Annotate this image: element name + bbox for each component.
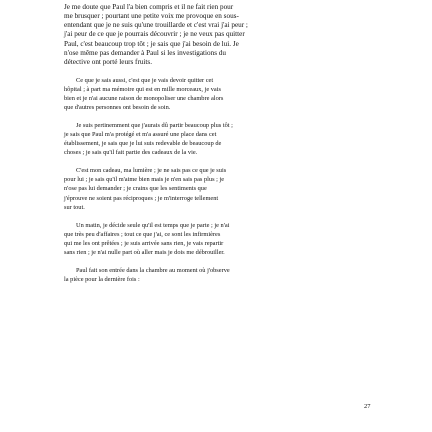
paragraph-1: Je me doute que Paul l'a bien compris et il ne fait rien pour me brusquer ; pourtant une petite voix me provoque en sous- entendant que je ne suis qu'une trouillarde et c'est vrai j'ai peur ; j'ai peur de ce que je pourrais découvrir ; je ne veux pas quitter Paul, c'est beaucoup trop tôt ; je sais que j'ai besoin de lui. Je n'ose même pas demander à Paul si les investigations du détective ont porté leurs fruits. bbox=[64, 3, 248, 66]
paragraph-6: Paul fait son entrée dans la chambre au moment où j'observe la pièce pour la dernière fois : bbox=[64, 266, 230, 283]
page-number: 27 bbox=[364, 403, 371, 410]
paragraph-4: C'est mon cadeau, ma lumière ; je ne sais pas ce que je suis pour lui ; je sais qu'il m'aime bien mais je n'en sais pas plus ; je n'ose pas lui demander ; je crains que les sentiments que j'éprouve ne soient pas réciproques ; je m'interroge tellement sur tout. bbox=[64, 167, 227, 211]
paragraph-2: Ce que je sais aussi, c'est que je vais devoir quitter cet hôpital ; à part ma mémoire qui est en mille morceaux, je vais bien et je n'ai aucune raison de monopoliser une chambre alors que d'autres personnes ont besoin de soin. bbox=[64, 76, 224, 112]
paragraph-5: Un matin, je décide seule qu'il est temps que je parte ; je n'ai que très peu d'affaires ; tout ce que j'ai, ce sont les infirmières qui me les ont prêtées ; je suis arrivée sans rien, je vais repartir sans rien ; je n'ai nulle part où aller mais je dois me débrouiller. bbox=[64, 221, 230, 256]
text-column bbox=[64, 3, 370, 284]
paragraph-3: Je suis pertinemment que j'aurais dû partir beaucoup plus tôt ; je sais que Paul m'a protégé et m'a assuré une place dans cet établissement, je sais que je lui suis redevable de beaucoup de choses ; je sais qu'il fait partie des cadeaux de la vie. bbox=[64, 121, 233, 157]
